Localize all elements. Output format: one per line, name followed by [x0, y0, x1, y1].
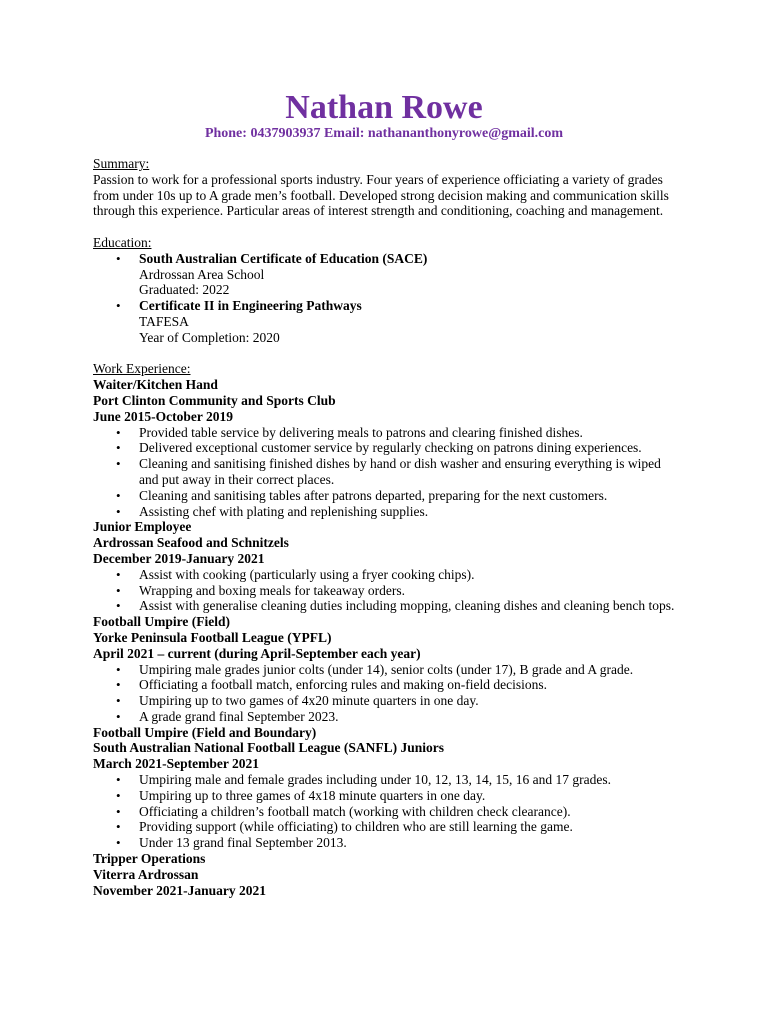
education-detail: Year of Completion: 2020	[139, 329, 280, 345]
job-duty: • A grade grand final September 2023.	[139, 709, 683, 725]
job-duty: • Officiating a football match, enforcing rules and making on-field decisions.	[139, 677, 683, 693]
job-employer: Yorke Peninsula Football League (YPFL)	[93, 629, 332, 645]
job-duty: • Umpiring up to three games of 4x18 minute quarters in one day.	[139, 788, 683, 804]
job-duty: • Umpiring male and female grades including under 10, 12, 13, 14, 15, 16 and 17 grades.	[139, 772, 683, 788]
summary-heading: Summary:	[93, 156, 150, 171]
job-duty: • Assist with generalise cleaning duties including mopping, cleaning dishes and cleaning bench tops.	[139, 598, 683, 614]
education-list	[93, 251, 683, 346]
job-role: Waiter/Kitchen Hand	[93, 377, 218, 393]
job-role: Football Umpire (Field and Boundary)	[93, 724, 317, 740]
job-entry	[93, 851, 683, 898]
candidate-name: Nathan Rowe	[285, 89, 483, 126]
job-duty: • Under 13 grand final September 2013.	[139, 835, 683, 851]
job-employer: Ardrossan Seafood and Schnitzels	[93, 535, 289, 551]
job-duty: • Assist with cooking (particularly using a fryer cooking chips).	[139, 567, 683, 583]
education-item	[139, 298, 683, 345]
job-entry	[93, 519, 683, 614]
job-duty: • Providing support (while officiating) to children who are still learning the game.	[139, 819, 683, 835]
education-title: • South Australian Certificate of Education (SACE)	[139, 250, 428, 266]
education-title: • Certificate II in Engineering Pathways	[139, 298, 362, 314]
job-duties-list	[93, 772, 683, 851]
job-employer: Port Clinton Community and Sports Club	[93, 392, 336, 408]
job-dates: June 2015-October 2019	[93, 408, 233, 424]
education-detail: Graduated: 2022	[139, 282, 230, 298]
job-dates: November 2021-January 2021	[93, 882, 266, 898]
job-entry	[93, 725, 683, 851]
job-duty: • Wrapping and boxing meals for takeaway orders.	[139, 583, 683, 599]
job-entry	[93, 377, 683, 519]
education-institution: Ardrossan Area School	[139, 266, 265, 282]
job-duty: • Delivered exceptional customer service by regularly checking on patrons dining experiences.	[139, 440, 683, 456]
job-dates: December 2019-January 2021	[93, 550, 265, 566]
job-duty: • Umpiring up to two games of 4x20 minute quarters in one day.	[139, 693, 683, 709]
job-duties-list	[93, 662, 683, 725]
education-institution: TAFESA	[139, 313, 189, 329]
job-employer: Viterra Ardrossan	[93, 866, 199, 882]
job-duty: • Assisting chef with plating and replenishing supplies.	[139, 504, 683, 520]
job-role: Junior Employee	[93, 519, 192, 535]
job-role: Football Umpire (Field)	[93, 614, 230, 630]
job-duty: • Provided table service by delivering meals to patrons and clearing finished dishes.	[139, 425, 683, 441]
contact-line: Phone: 0437903937 Email: nathananthonyrowe@gmail.com	[204, 126, 564, 141]
job-duty: • Officiating a children’s football match (working with children check clearance).	[139, 804, 683, 820]
job-duty: • Umpiring male grades junior colts (under 14), senior colts (under 17), B grade and A grade.	[139, 662, 683, 678]
job-duty: • Cleaning and sanitising tables after patrons departed, preparing for the next customers.	[139, 488, 683, 504]
summary-text: Passion to work for a professional sports industry. Four years of experience officiating a variety of grades from under 10s up to A grade men’s football. Developed strong decision making and communication skills through this experience. Particular areas of interest strength and conditioning, coaching and management.	[93, 171, 669, 219]
job-dates: March 2021-September 2021	[93, 756, 259, 772]
job-duty: • Cleaning and sanitising finished dishes by hand or dish washer and ensuring everything is wiped and put away in their correct places.	[139, 456, 683, 488]
job-dates: April 2021 – current (during April-September each year)	[93, 645, 421, 661]
job-entry	[93, 614, 683, 725]
job-employer: South Australian National Football League (SANFL) Juniors	[93, 740, 445, 756]
job-duties-list	[93, 425, 683, 520]
work-heading: Work Experience:	[93, 361, 191, 377]
education-item	[139, 251, 683, 298]
job-role: Tripper Operations	[93, 851, 206, 867]
resume-body	[93, 156, 683, 898]
job-duties-list	[93, 567, 683, 614]
education-heading: Education:	[93, 234, 152, 250]
